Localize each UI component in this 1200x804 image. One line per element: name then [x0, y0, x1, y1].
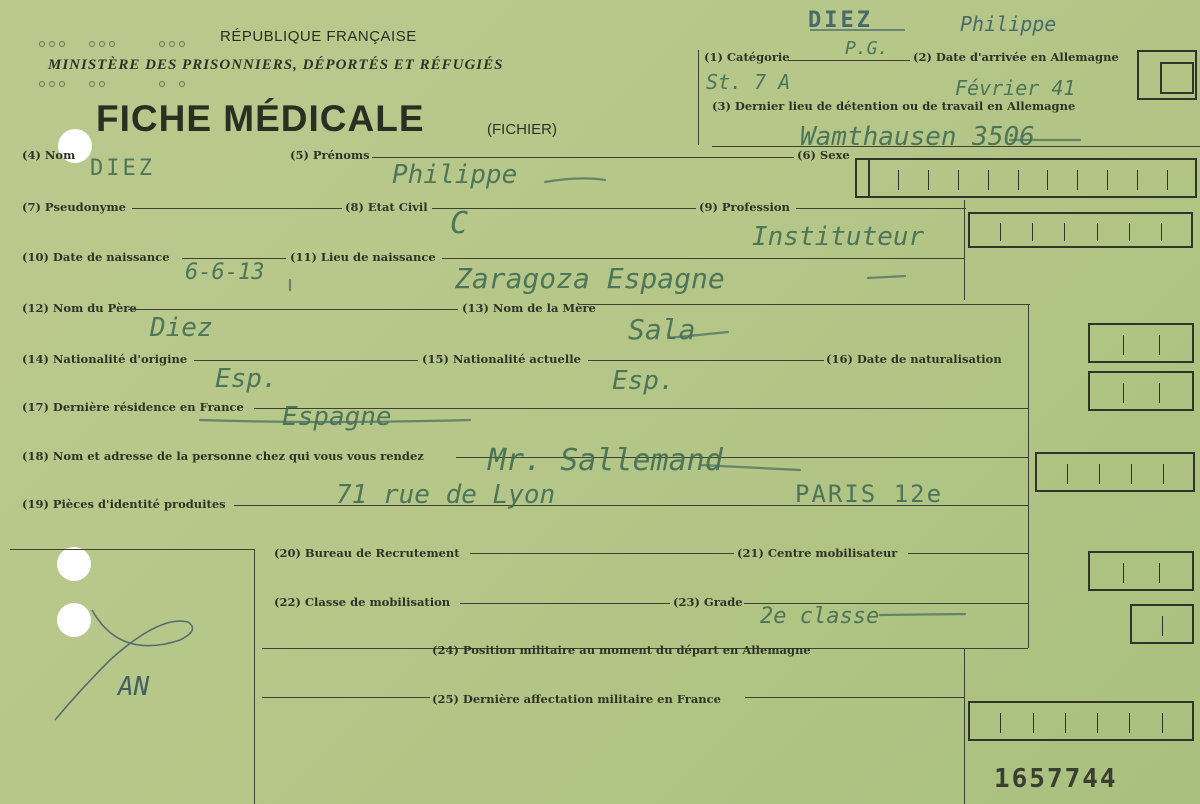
handwritten-top-name: DIEZ: [808, 8, 873, 33]
handwritten-date-arrivee: Février 41: [955, 76, 1076, 100]
label-lieu-detention: (3) Dernier lieu de détention ou de travail en Allemagne: [712, 99, 1076, 113]
handwritten-categorie: P.G.: [845, 38, 889, 59]
handwritten-profession: Instituteur: [752, 222, 925, 252]
handwritten-residence: Espagne: [282, 402, 392, 432]
label-naturalisation: (16) Date de naturalisation: [826, 352, 1002, 366]
label-classe: (22) Classe de mobilisation: [274, 595, 451, 609]
handwritten-lieu-naissance: Zaragoza Espagne: [455, 262, 725, 295]
label-pere: (12) Nom du Père: [22, 301, 137, 315]
label-residence: (17) Dernière résidence en France: [22, 400, 244, 414]
label-date-arrivee: (2) Date d'arrivée en Allemagne: [913, 50, 1119, 64]
handwritten-mere: Sala: [628, 313, 696, 346]
label-centre-mobilisateur: (21) Centre mobilisateur: [737, 546, 898, 560]
label-nat-actuelle: (15) Nationalité actuelle: [422, 352, 581, 366]
handwritten-nat-origine: Esp.: [215, 364, 278, 394]
label-profession: (9) Profession: [699, 200, 790, 214]
handwritten-stalag: St. 7 A: [706, 70, 791, 94]
handwritten-contact-address: 71 rue de Lyon: [336, 480, 556, 510]
republic-heading: RÉPUBLIQUE FRANÇAISE: [220, 28, 417, 45]
form-title: FICHE MÉDICALE: [96, 98, 425, 139]
label-nat-origine: (14) Nationalité d'origine: [22, 352, 188, 366]
label-position-militaire: (24) Position militaire au moment du départ en Allemagne: [432, 643, 811, 657]
label-sexe: (6) Sexe: [797, 148, 850, 162]
handwritten-top-first: Philippe: [960, 12, 1057, 36]
label-lieu-naissance: (11) Lieu de naissance: [290, 250, 436, 264]
serial-number: 1657744: [994, 764, 1118, 794]
label-date-naissance: (10) Date de naissance: [22, 250, 170, 264]
handwritten-prenoms: Philippe: [392, 160, 518, 190]
handwritten-contact-city: PARIS 12e: [795, 480, 944, 508]
label-etat-civil: (8) Etat Civil: [345, 200, 428, 214]
label-recrutement: (20) Bureau de Recrutement: [274, 546, 460, 560]
ministry-heading: MINISTÈRE DES PRISONNIERS, DÉPORTÉS ET RÉFUGIÉS: [48, 57, 504, 73]
label-categorie: (1) Catégorie: [704, 50, 790, 64]
form-subtitle: (FICHIER): [487, 121, 557, 138]
handwritten-lieu-detention: Wamthausen 3506: [800, 122, 1035, 152]
handwritten-date-naissance: 6-6-13: [185, 260, 265, 285]
handwritten-initials: AN: [118, 672, 150, 702]
handwritten-pere: Diez: [150, 313, 213, 343]
label-affectation: (25) Dernière affectation militaire en France: [432, 692, 721, 706]
label-nom: (4) Nom: [22, 148, 76, 162]
label-grade: (23) Grade: [673, 595, 743, 609]
label-prenoms: (5) Prénoms: [290, 148, 370, 162]
label-contact: (18) Nom et adresse de la personne chez qui vous vous rendez: [22, 449, 424, 463]
label-mere: (13) Nom de la Mère: [462, 301, 596, 315]
label-pieces: (19) Pièces d'identité produites: [22, 497, 226, 511]
label-pseudonyme: (7) Pseudonyme: [22, 200, 126, 214]
handwritten-nat-actuelle: Esp.: [612, 366, 675, 396]
handwritten-etat-civil: C: [450, 206, 469, 241]
handwritten-nom: DIEZ: [90, 156, 155, 181]
handwritten-contact-name: Mr. Sallemand: [488, 443, 723, 478]
handwritten-grade: 2e classe: [760, 604, 880, 629]
